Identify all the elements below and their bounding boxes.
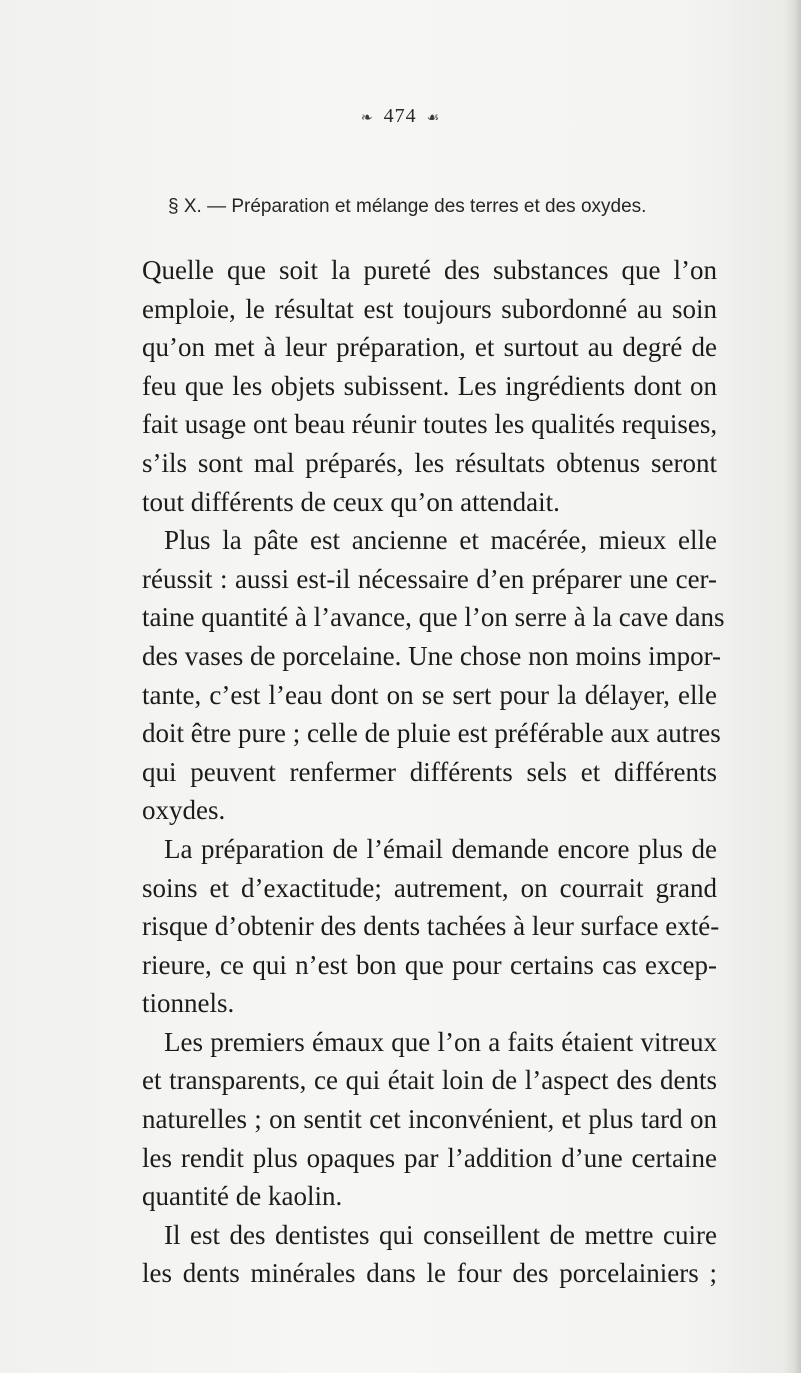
text-line: risque d’obtenir des dents tachées à leur surface exté- — [142, 911, 720, 942]
text-line: qui peuvent renfermer différents sels et différents — [142, 756, 717, 787]
text-line: quantité de kaolin. — [142, 1181, 343, 1212]
text-line: tante, c’est l’eau dont on se sert pour la délayer, elle — [142, 679, 717, 710]
text-line: réussit : aussi est-il nécessaire d’en préparer une cer- — [142, 563, 717, 594]
text-line: soins et d’exactitude; autrement, on courrait grand — [142, 872, 717, 903]
text-line: rieure, ce qui n’est bon que pour certains cas excep- — [142, 949, 717, 980]
text-line: Plus la pâte est ancienne et macérée, mieux elle — [164, 525, 717, 556]
running-head — [0, 105, 801, 128]
text-line: Quelle que soit la pureté des substances que l’on — [142, 255, 717, 285]
text-line: tout différents de ceux qu’on attendait. — [142, 486, 560, 517]
text-line: naturelles ; on sentit cet inconvénient, et plus tard on — [142, 1104, 717, 1135]
page-edge-shadow — [783, 0, 801, 1373]
text-line: fait usage ont beau réunir toutes les qualités requises, — [142, 409, 718, 440]
text-line: les rendit plus opaques par l’addition d’une certaine — [142, 1142, 717, 1173]
text-line: oxydes. — [142, 795, 226, 826]
text-line: qu’on met à leur préparation, et surtout au degré de — [142, 332, 717, 363]
section-title: § X. — Préparation et mélange des terres et des oxydes. — [168, 196, 647, 217]
ornament-right-icon: ☙ — [426, 111, 441, 126]
text-line: tionnels. — [142, 988, 235, 1019]
text-line: Il est des dentistes qui conseillent de mettre cuire — [164, 1219, 717, 1250]
text-line: Les premiers émaux que l’on a faits étaient vitreux — [164, 1026, 717, 1057]
body-text — [142, 251, 725, 1293]
text-line: La préparation de l’émail demande encore plus de — [164, 833, 717, 864]
text-line: et transparents, ce qui était loin de l’aspect des dents — [142, 1065, 717, 1096]
text-line: des vases de porcelaine. Une chose non moins impor- — [142, 640, 722, 671]
text-line: doit être pure ; celle de pluie est préférable aux autres — [142, 718, 721, 749]
text-line: emploie, le résultat est toujours subordonné au soin — [142, 293, 717, 324]
text-line: s’ils sont mal préparés, les résultats obtenus seront — [142, 447, 717, 478]
text-line: taine quantité à l’avance, que l’on serre à la cave dans — [142, 602, 725, 633]
text-line: feu que les objets subissent. Les ingrédients dont on — [142, 370, 717, 401]
ornament-left-icon: ❧ — [360, 111, 374, 126]
page-number: 474 — [383, 105, 417, 127]
text-line: les dents minérales dans le four des porcelainiers ; — [142, 1258, 717, 1289]
